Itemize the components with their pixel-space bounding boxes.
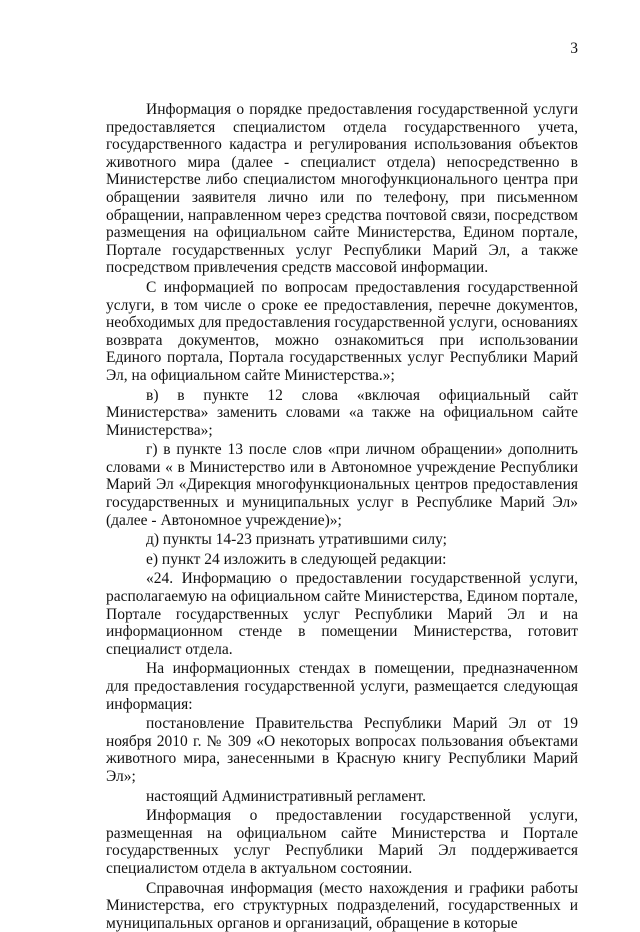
paragraph-item-e: е) пункт 24 изложить в следующей редакции: bbox=[146, 550, 447, 568]
paragraph-info-order: Информация о порядке предоставления государственной услуги предоставляется специалистом отдела государственного учета, государственного кадастра и регулирования использования объектов животного мира (далее - специалист отдела) непосредственно в Министерстве либо специалистом многофункционального центра при обращении заявителя лично или по телефону, при письменном обращении, направленном через средства почтовой связи, посредством размещения на официальном сайте Министерства, Едином портале, Портале государственных услуг Республики Марий Эл, а также посредством привлечения средств массовой информации. bbox=[106, 101, 578, 277]
paragraph-resolution: постановление Правительства Республики Марий Эл от 19 ноября 2010 г. № 309 «О некоторых вопросах пользования объектами животного мира, занесенными в Красную книгу Республики Марий Эл»; bbox=[106, 715, 578, 785]
paragraph-item-g: г) в пункте 13 после слов «при личном обращении» дополнить словами « в Министерство или в Автономное учреждение Республики Марий Эл «Дирекция многофункциональных центров предоставления государственных и муниципальных услуг в Республике Марий Эл» (далее - Автономное учреждение)»; bbox=[106, 441, 578, 529]
paragraph-info-stands: На информационных стендах в помещении, предназначенном для предоставления государственной услуги, размещается следующая информация: bbox=[106, 660, 578, 713]
paragraph-info-questions: С информацией по вопросам предоставления государственной услуги, в том числе о сроке ее предоставления, перечне документов, необходимых для предоставления государственной услуги, основаниях возврата документов, можно ознакомиться при использовании Единого портала, Портала государственных услуг Республики Марий Эл, на официальном сайте Министерства.»; bbox=[106, 278, 578, 384]
paragraph-item-d: д) пункты 14-23 признать утратившими силу; bbox=[146, 531, 447, 549]
document-body bbox=[106, 101, 578, 932]
paragraph-item-v: в) в пункте 12 слова «включая официальный сайт Министерства» заменить словами «а также на официальном сайте Министерства»; bbox=[106, 386, 578, 439]
paragraph-point-24: «24. Информацию о предоставлении государственной услуги, располагаемую на официальном сайте Министерства, Едином портале, Портале государственных услуг Республики Марий Эл и на информационном стенде в помещении Министерства, готовит специалист отдела. bbox=[106, 570, 578, 658]
paragraph-regulation: настоящий Административный регламент. bbox=[146, 787, 426, 805]
page-number: 3 bbox=[570, 40, 578, 57]
paragraph-reference-info: Справочная информация (место нахождения и графики работы Министерства, его структурных подразделений, государственных и муниципальных органов и организаций, обращение в которые bbox=[106, 879, 578, 932]
paragraph-info-support: Информация о предоставлении государственной услуги, размещенная на официальном сайте Министерства и Портале государственных услуг Республики Марий Эл поддерживается специалистом отдела в актуальном состоянии. bbox=[106, 807, 578, 877]
